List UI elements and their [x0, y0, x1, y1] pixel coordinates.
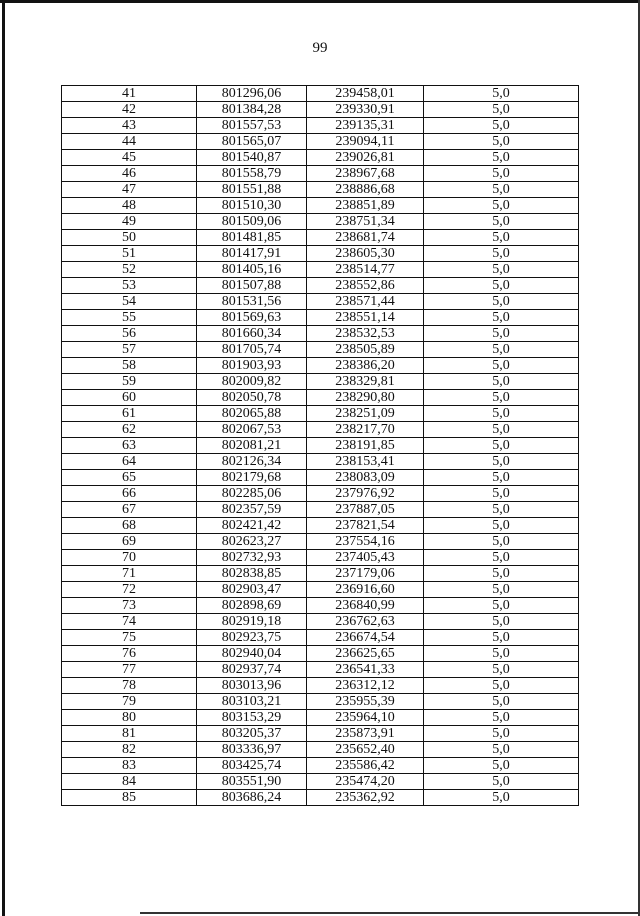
- table-row: [62, 486, 579, 502]
- tolerance-cell: 5,0: [424, 374, 579, 390]
- point-number-cell: 57: [62, 342, 197, 358]
- point-number-cell: 61: [62, 406, 197, 422]
- scan-border-top: [0, 0, 640, 3]
- table-row: [62, 710, 579, 726]
- scan-border-left: [2, 0, 5, 916]
- tolerance-cell: 5,0: [424, 454, 579, 470]
- point-number-cell: 55: [62, 310, 197, 326]
- tolerance-cell: 5,0: [424, 582, 579, 598]
- table-row: [62, 630, 579, 646]
- x-coordinate-cell: 803205,37: [197, 726, 307, 742]
- y-coordinate-cell: 238605,30: [307, 246, 424, 262]
- table-row: [62, 406, 579, 422]
- point-number-cell: 84: [62, 774, 197, 790]
- table-row: [62, 422, 579, 438]
- point-number-cell: 44: [62, 134, 197, 150]
- tolerance-cell: 5,0: [424, 742, 579, 758]
- point-number-cell: 70: [62, 550, 197, 566]
- tolerance-cell: 5,0: [424, 518, 579, 534]
- table-row: [62, 150, 579, 166]
- tolerance-cell: 5,0: [424, 166, 579, 182]
- point-number-cell: 73: [62, 598, 197, 614]
- point-number-cell: 51: [62, 246, 197, 262]
- point-number-cell: 42: [62, 102, 197, 118]
- y-coordinate-cell: 237821,54: [307, 518, 424, 534]
- x-coordinate-cell: 801569,63: [197, 310, 307, 326]
- table-row: [62, 566, 579, 582]
- tolerance-cell: 5,0: [424, 774, 579, 790]
- table-row: [62, 694, 579, 710]
- tolerance-cell: 5,0: [424, 790, 579, 806]
- table-row: [62, 230, 579, 246]
- x-coordinate-cell: 802732,93: [197, 550, 307, 566]
- y-coordinate-cell: 238191,85: [307, 438, 424, 454]
- table-row: [62, 278, 579, 294]
- tolerance-cell: 5,0: [424, 342, 579, 358]
- tolerance-cell: 5,0: [424, 198, 579, 214]
- table-row: [62, 214, 579, 230]
- x-coordinate-cell: 802179,68: [197, 470, 307, 486]
- x-coordinate-cell: 801540,87: [197, 150, 307, 166]
- x-coordinate-cell: 803013,96: [197, 678, 307, 694]
- y-coordinate-cell: 238532,53: [307, 326, 424, 342]
- tolerance-cell: 5,0: [424, 598, 579, 614]
- x-coordinate-cell: 803425,74: [197, 758, 307, 774]
- x-coordinate-cell: 801384,28: [197, 102, 307, 118]
- tolerance-cell: 5,0: [424, 182, 579, 198]
- table-row: [62, 534, 579, 550]
- point-number-cell: 78: [62, 678, 197, 694]
- y-coordinate-cell: 238505,89: [307, 342, 424, 358]
- point-number-cell: 82: [62, 742, 197, 758]
- y-coordinate-cell: 236625,65: [307, 646, 424, 662]
- y-coordinate-cell: 236762,63: [307, 614, 424, 630]
- x-coordinate-cell: 803103,21: [197, 694, 307, 710]
- tolerance-cell: 5,0: [424, 726, 579, 742]
- tolerance-cell: 5,0: [424, 646, 579, 662]
- table-row: [62, 742, 579, 758]
- point-number-cell: 68: [62, 518, 197, 534]
- x-coordinate-cell: 802937,74: [197, 662, 307, 678]
- x-coordinate-cell: 802081,21: [197, 438, 307, 454]
- tolerance-cell: 5,0: [424, 534, 579, 550]
- point-number-cell: 66: [62, 486, 197, 502]
- x-coordinate-cell: 801558,79: [197, 166, 307, 182]
- table-row: [62, 134, 579, 150]
- point-number-cell: 64: [62, 454, 197, 470]
- x-coordinate-cell: 801509,06: [197, 214, 307, 230]
- point-number-cell: 46: [62, 166, 197, 182]
- tolerance-cell: 5,0: [424, 310, 579, 326]
- table-row: [62, 358, 579, 374]
- y-coordinate-cell: 236916,60: [307, 582, 424, 598]
- tolerance-cell: 5,0: [424, 470, 579, 486]
- table-row: [62, 662, 579, 678]
- tolerance-cell: 5,0: [424, 710, 579, 726]
- table-row: [62, 502, 579, 518]
- table-row: [62, 454, 579, 470]
- x-coordinate-cell: 803686,24: [197, 790, 307, 806]
- y-coordinate-cell: 238681,74: [307, 230, 424, 246]
- table-row: [62, 438, 579, 454]
- point-number-cell: 56: [62, 326, 197, 342]
- y-coordinate-cell: 239330,91: [307, 102, 424, 118]
- tolerance-cell: 5,0: [424, 438, 579, 454]
- table-row: [62, 582, 579, 598]
- tolerance-cell: 5,0: [424, 358, 579, 374]
- point-number-cell: 67: [62, 502, 197, 518]
- y-coordinate-cell: 237976,92: [307, 486, 424, 502]
- y-coordinate-cell: 238571,44: [307, 294, 424, 310]
- point-number-cell: 52: [62, 262, 197, 278]
- table-row: [62, 470, 579, 486]
- x-coordinate-cell: 802357,59: [197, 502, 307, 518]
- y-coordinate-cell: 238386,20: [307, 358, 424, 374]
- point-number-cell: 75: [62, 630, 197, 646]
- point-number-cell: 50: [62, 230, 197, 246]
- x-coordinate-cell: 801481,85: [197, 230, 307, 246]
- x-coordinate-cell: 801551,88: [197, 182, 307, 198]
- x-coordinate-cell: 802050,78: [197, 390, 307, 406]
- y-coordinate-cell: 235362,92: [307, 790, 424, 806]
- point-number-cell: 63: [62, 438, 197, 454]
- y-coordinate-cell: 238886,68: [307, 182, 424, 198]
- table-row: [62, 790, 579, 806]
- y-coordinate-cell: 236312,12: [307, 678, 424, 694]
- point-number-cell: 80: [62, 710, 197, 726]
- table-row: [62, 310, 579, 326]
- y-coordinate-cell: 239094,11: [307, 134, 424, 150]
- y-coordinate-cell: 238083,09: [307, 470, 424, 486]
- point-number-cell: 49: [62, 214, 197, 230]
- point-number-cell: 54: [62, 294, 197, 310]
- tolerance-cell: 5,0: [424, 86, 579, 102]
- y-coordinate-cell: 235964,10: [307, 710, 424, 726]
- tolerance-cell: 5,0: [424, 422, 579, 438]
- tolerance-cell: 5,0: [424, 662, 579, 678]
- point-number-cell: 72: [62, 582, 197, 598]
- point-number-cell: 79: [62, 694, 197, 710]
- table-row: [62, 678, 579, 694]
- point-number-cell: 77: [62, 662, 197, 678]
- point-number-cell: 69: [62, 534, 197, 550]
- point-number-cell: 45: [62, 150, 197, 166]
- tolerance-cell: 5,0: [424, 294, 579, 310]
- y-coordinate-cell: 237887,05: [307, 502, 424, 518]
- y-coordinate-cell: 237179,06: [307, 566, 424, 582]
- y-coordinate-cell: 235652,40: [307, 742, 424, 758]
- x-coordinate-cell: 801531,56: [197, 294, 307, 310]
- tolerance-cell: 5,0: [424, 614, 579, 630]
- y-coordinate-cell: 238851,89: [307, 198, 424, 214]
- table-row: [62, 86, 579, 102]
- tolerance-cell: 5,0: [424, 278, 579, 294]
- tolerance-cell: 5,0: [424, 230, 579, 246]
- page-number: 99: [312, 40, 328, 56]
- tolerance-cell: 5,0: [424, 390, 579, 406]
- y-coordinate-cell: 236674,54: [307, 630, 424, 646]
- x-coordinate-cell: 802009,82: [197, 374, 307, 390]
- point-number-cell: 48: [62, 198, 197, 214]
- y-coordinate-cell: 238329,81: [307, 374, 424, 390]
- x-coordinate-cell: 802838,85: [197, 566, 307, 582]
- table-row: [62, 246, 579, 262]
- x-coordinate-cell: 801660,34: [197, 326, 307, 342]
- x-coordinate-cell: 802065,88: [197, 406, 307, 422]
- x-coordinate-cell: 803153,29: [197, 710, 307, 726]
- table-row: [62, 102, 579, 118]
- point-number-cell: 53: [62, 278, 197, 294]
- table-row: [62, 342, 579, 358]
- tolerance-cell: 5,0: [424, 246, 579, 262]
- x-coordinate-cell: 802421,42: [197, 518, 307, 534]
- tolerance-cell: 5,0: [424, 134, 579, 150]
- table-row: [62, 374, 579, 390]
- x-coordinate-cell: 803551,90: [197, 774, 307, 790]
- y-coordinate-cell: 238514,77: [307, 262, 424, 278]
- x-coordinate-cell: 801405,16: [197, 262, 307, 278]
- point-number-cell: 76: [62, 646, 197, 662]
- x-coordinate-cell: 802923,75: [197, 630, 307, 646]
- x-coordinate-cell: 801557,53: [197, 118, 307, 134]
- point-number-cell: 81: [62, 726, 197, 742]
- table-row: [62, 294, 579, 310]
- point-number-cell: 59: [62, 374, 197, 390]
- point-number-cell: 58: [62, 358, 197, 374]
- x-coordinate-cell: 801705,74: [197, 342, 307, 358]
- point-number-cell: 83: [62, 758, 197, 774]
- x-coordinate-cell: 801296,06: [197, 86, 307, 102]
- point-number-cell: 65: [62, 470, 197, 486]
- table-row: [62, 598, 579, 614]
- x-coordinate-cell: 801417,91: [197, 246, 307, 262]
- y-coordinate-cell: 239458,01: [307, 86, 424, 102]
- tolerance-cell: 5,0: [424, 758, 579, 774]
- x-coordinate-cell: 801507,88: [197, 278, 307, 294]
- tolerance-cell: 5,0: [424, 118, 579, 134]
- tolerance-cell: 5,0: [424, 214, 579, 230]
- scan-border-bottom: [140, 912, 640, 914]
- tolerance-cell: 5,0: [424, 486, 579, 502]
- tolerance-cell: 5,0: [424, 694, 579, 710]
- y-coordinate-cell: 235474,20: [307, 774, 424, 790]
- x-coordinate-cell: 802903,47: [197, 582, 307, 598]
- y-coordinate-cell: 236840,99: [307, 598, 424, 614]
- coordinates-table-body: [62, 86, 579, 806]
- tolerance-cell: 5,0: [424, 550, 579, 566]
- x-coordinate-cell: 802285,06: [197, 486, 307, 502]
- table-row: [62, 518, 579, 534]
- y-coordinate-cell: 235955,39: [307, 694, 424, 710]
- y-coordinate-cell: 238251,09: [307, 406, 424, 422]
- x-coordinate-cell: 802067,53: [197, 422, 307, 438]
- y-coordinate-cell: 238153,41: [307, 454, 424, 470]
- x-coordinate-cell: 801510,30: [197, 198, 307, 214]
- y-coordinate-cell: 238217,70: [307, 422, 424, 438]
- y-coordinate-cell: 238967,68: [307, 166, 424, 182]
- point-number-cell: 74: [62, 614, 197, 630]
- table-row: [62, 182, 579, 198]
- tolerance-cell: 5,0: [424, 326, 579, 342]
- tolerance-cell: 5,0: [424, 102, 579, 118]
- x-coordinate-cell: 802919,18: [197, 614, 307, 630]
- y-coordinate-cell: 238552,86: [307, 278, 424, 294]
- point-number-cell: 43: [62, 118, 197, 134]
- point-number-cell: 62: [62, 422, 197, 438]
- point-number-cell: 85: [62, 790, 197, 806]
- tolerance-cell: 5,0: [424, 678, 579, 694]
- table-row: [62, 118, 579, 134]
- y-coordinate-cell: 235873,91: [307, 726, 424, 742]
- x-coordinate-cell: 801565,07: [197, 134, 307, 150]
- table-row: [62, 646, 579, 662]
- coordinates-table: [61, 85, 579, 806]
- point-number-cell: 71: [62, 566, 197, 582]
- table-row: [62, 614, 579, 630]
- y-coordinate-cell: 237405,43: [307, 550, 424, 566]
- tolerance-cell: 5,0: [424, 150, 579, 166]
- point-number-cell: 60: [62, 390, 197, 406]
- tolerance-cell: 5,0: [424, 566, 579, 582]
- x-coordinate-cell: 802940,04: [197, 646, 307, 662]
- table-row: [62, 774, 579, 790]
- y-coordinate-cell: 236541,33: [307, 662, 424, 678]
- table-row: [62, 550, 579, 566]
- table-row: [62, 758, 579, 774]
- tolerance-cell: 5,0: [424, 262, 579, 278]
- y-coordinate-cell: 238551,14: [307, 310, 424, 326]
- x-coordinate-cell: 802126,34: [197, 454, 307, 470]
- y-coordinate-cell: 237554,16: [307, 534, 424, 550]
- table-row: [62, 390, 579, 406]
- tolerance-cell: 5,0: [424, 502, 579, 518]
- table-row: [62, 262, 579, 278]
- y-coordinate-cell: 239026,81: [307, 150, 424, 166]
- y-coordinate-cell: 239135,31: [307, 118, 424, 134]
- x-coordinate-cell: 803336,97: [197, 742, 307, 758]
- table-row: [62, 166, 579, 182]
- x-coordinate-cell: 802623,27: [197, 534, 307, 550]
- point-number-cell: 41: [62, 86, 197, 102]
- tolerance-cell: 5,0: [424, 406, 579, 422]
- y-coordinate-cell: 235586,42: [307, 758, 424, 774]
- x-coordinate-cell: 801903,93: [197, 358, 307, 374]
- y-coordinate-cell: 238290,80: [307, 390, 424, 406]
- x-coordinate-cell: 802898,69: [197, 598, 307, 614]
- table-row: [62, 326, 579, 342]
- table-row: [62, 726, 579, 742]
- y-coordinate-cell: 238751,34: [307, 214, 424, 230]
- table-row: [62, 198, 579, 214]
- tolerance-cell: 5,0: [424, 630, 579, 646]
- point-number-cell: 47: [62, 182, 197, 198]
